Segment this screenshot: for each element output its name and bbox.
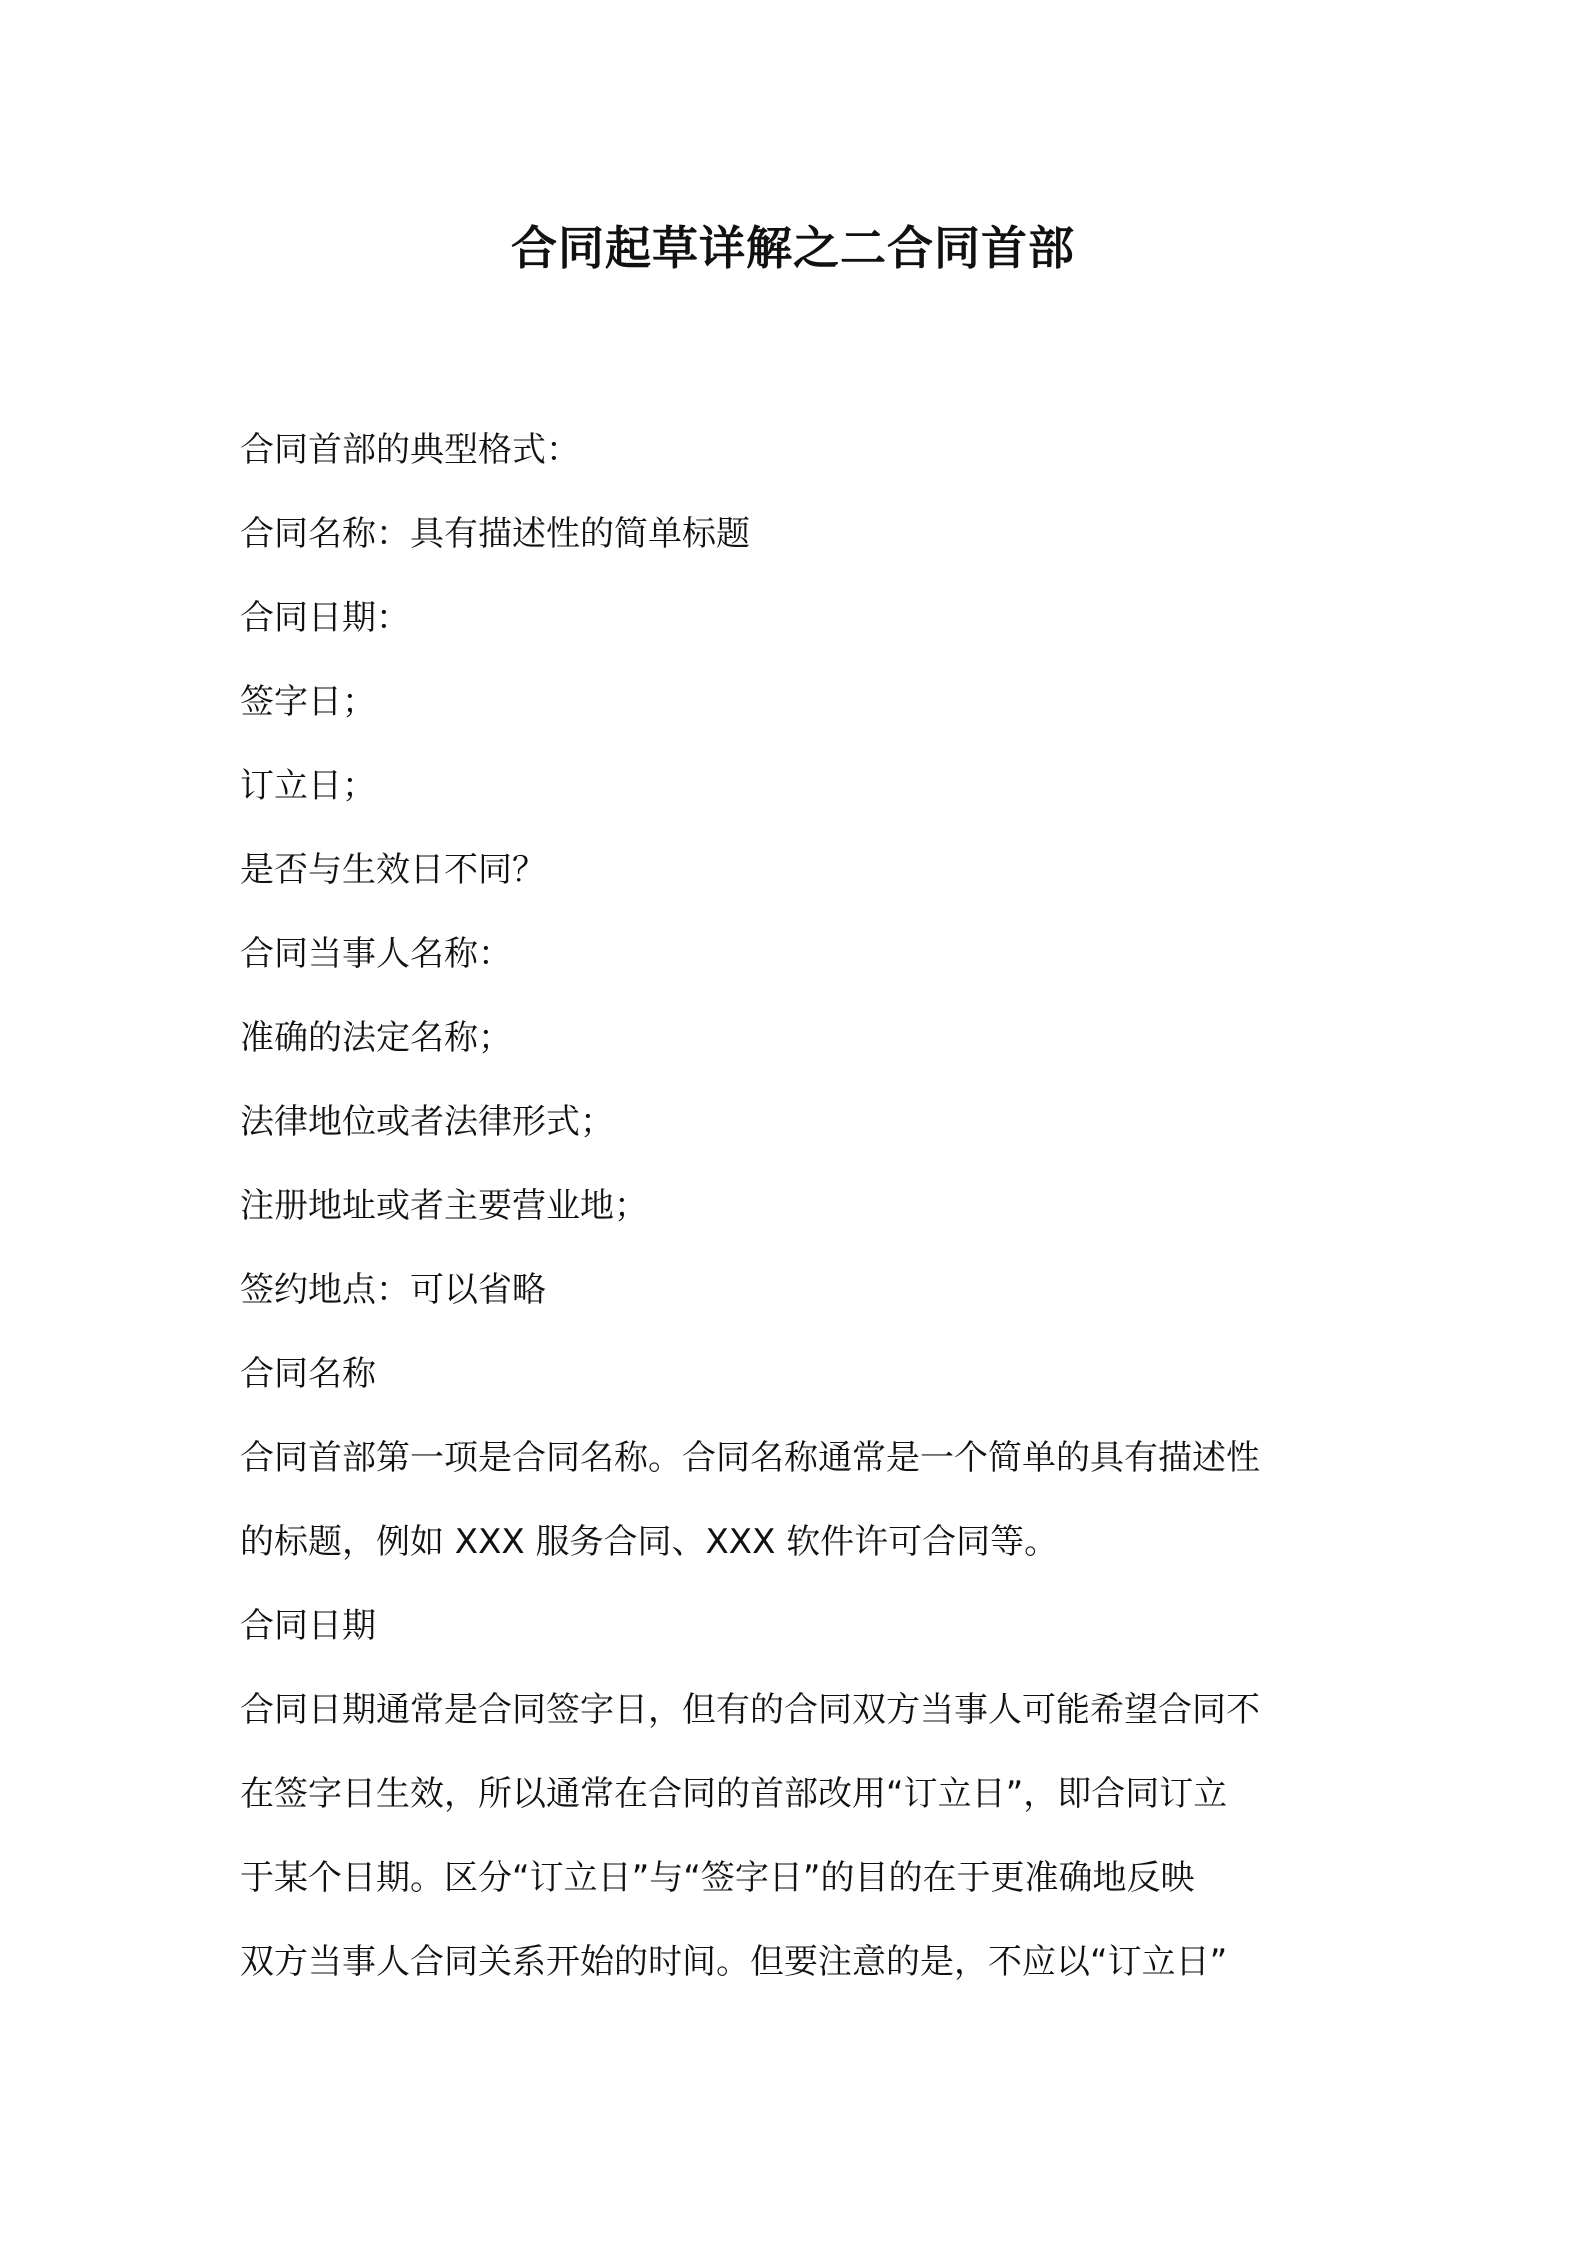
paragraph-line: 的标题，例如 XXX 服务合同、XXX 软件许可合同等。 [240,1522,1059,1562]
document-body [240,408,1360,2004]
body-line: 签字日； [240,682,376,722]
section-heading: 合同名称 [240,1354,376,1394]
body-line: 法律地位或者法律形式； [240,1102,614,1142]
paragraph-line: 在签字日生效，所以通常在合同的首部改用“订立日”，即合同订立 [240,1774,1228,1814]
body-line: 合同名称：具有描述性的简单标题 [240,514,750,554]
body-line: 合同首部的典型格式： [240,430,580,470]
body-line: 合同日期： [240,598,410,638]
section-heading: 合同日期 [240,1606,376,1646]
paragraph-line: 合同首部第一项是合同名称。合同名称通常是一个简单的具有描述性 [240,1438,1260,1478]
document-title: 合同起草详解之二合同首部 [511,221,1075,275]
body-line: 签约地点：可以省略 [240,1270,546,1310]
body-line: 合同当事人名称： [240,934,512,974]
paragraph-line: 合同日期通常是合同签字日，但有的合同双方当事人可能希望合同不 [240,1690,1260,1730]
body-line: 是否与生效日不同？ [240,850,546,890]
body-line: 准确的法定名称； [240,1018,512,1058]
paragraph-line: 双方当事人合同关系开始的时间。但要注意的是，不应以“订立日” [240,1942,1228,1982]
body-line: 注册地址或者主要营业地； [240,1186,648,1226]
paragraph-line: 于某个日期。区分“订立日”与“签字日”的目的在于更准确地反映 [240,1858,1195,1898]
body-line: 订立日； [240,766,376,806]
